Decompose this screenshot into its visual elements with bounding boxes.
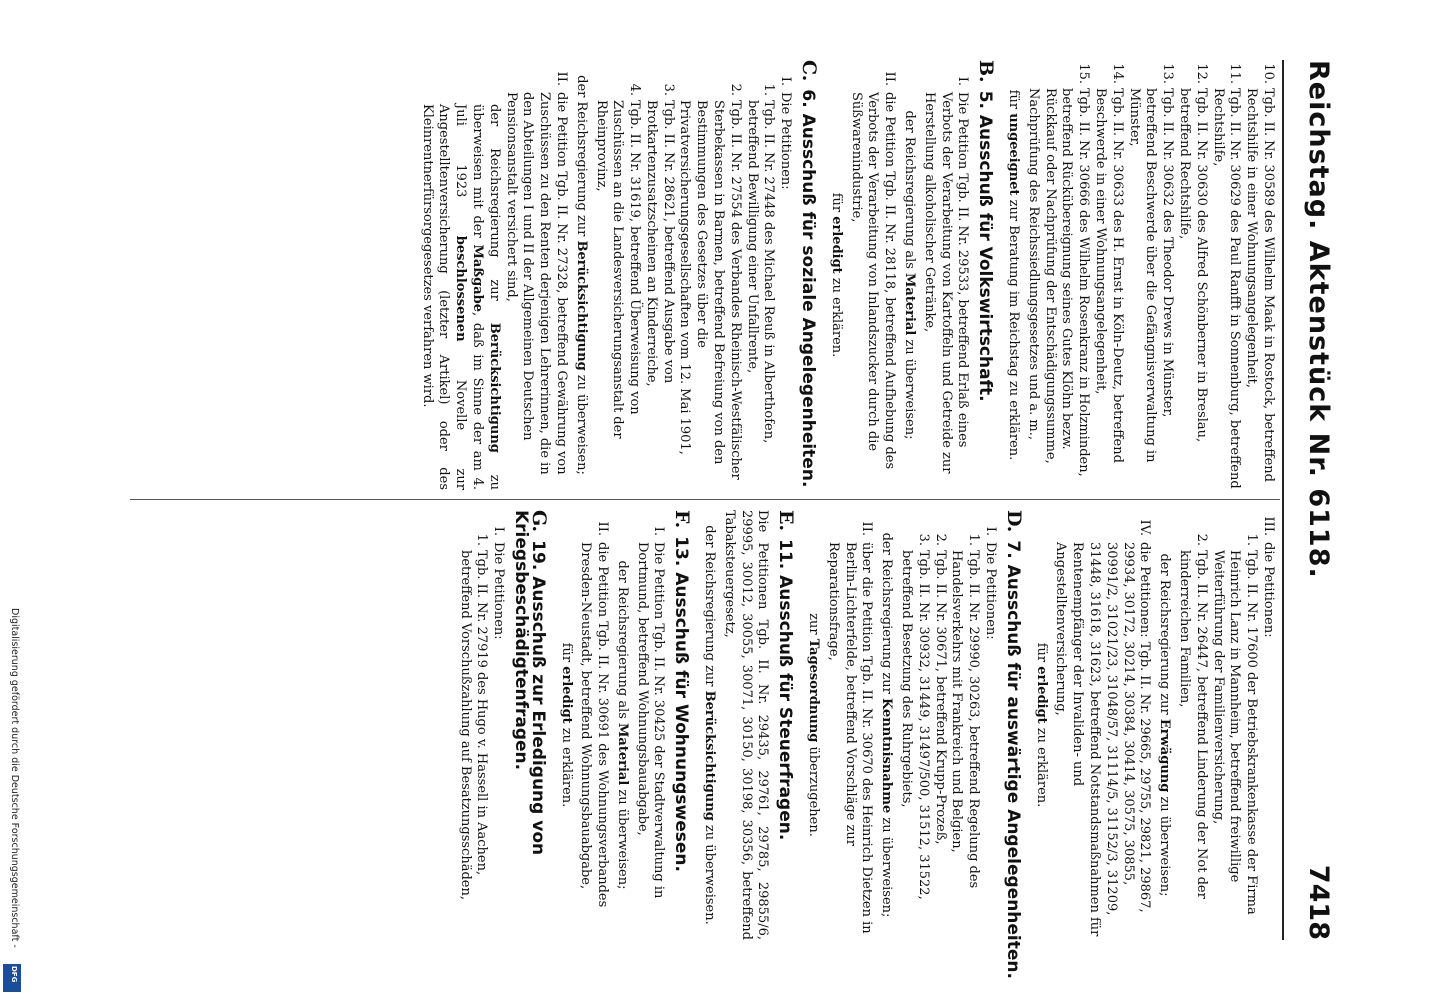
item-number: 15. [1076, 63, 1092, 84]
page-title: Reichstag. Aktenstück Nr. 6118. [1303, 60, 1334, 579]
item-number: 13. [1160, 63, 1176, 84]
petition-item: II. die Petition Tgb. II. Nr. 28118, betreffend Aufhebung des Verbots der Verarbeitung von Inlandszucker durch die Süßwarenindustrie, [848, 71, 898, 470]
petition-list [456, 510, 490, 940]
petition-list [897, 510, 981, 940]
petition-item [1125, 60, 1175, 490]
item-number: 2. [932, 533, 948, 546]
decision-note: der Reichsregierung zur Kenntnisnahme zu überweisen; [879, 532, 895, 918]
decision-agenda: zur Tagesordnung überzugehen. [806, 613, 822, 837]
petition-item [931, 522, 948, 940]
item-number: 10. [1261, 63, 1276, 84]
petition-text: Die Petitionen Tgb. II. Nr. 29435, 29761, 29785, 29855/6, 29995, 30012, 30055, 30071, 30150, 30198, 30356, betreffend Tabaksteuergesetz, [721, 510, 771, 940]
petition-item [642, 72, 676, 490]
petition-item [1175, 60, 1209, 490]
petition-intro: I. Die Petitionen: [778, 76, 794, 190]
item-text: Tgb. II. Nr. 30671, betreffend Krupp-Prozeß, [932, 550, 948, 845]
decision-done: für erledigt zu erklären. [1033, 642, 1049, 808]
section-f-heading: F.13. Ausschuß für Wohnungswesen. [671, 510, 694, 872]
item-number: 12. [1193, 63, 1209, 84]
item-text: Tgb. II. Nr. 27919 des Hugo v. Hassell in Aachen, betreffend Vorschußzahlung auf Besatzungsschäden, [457, 550, 490, 900]
petition-item: II. die Petition Tgb. II. Nr. 30691 des Wohnungsverbandes Dresden-Neustadt, betreffend Wohnungsbauabgabe, [578, 521, 611, 908]
digitization-note: Digitalisierung gefördert durch die Deutsche Forschungsgemeinschaft - [9, 608, 20, 948]
item-text: Tgb. II. Nr. 27554 des Verbandes Rheinisch-Westfälischer Sterbekassen in Barmen, betreffend Befreiung von den Bestimmungen des Gesetzes über die Privatversicherungsgesellschaften vom 12. Mai 1901, [677, 100, 743, 480]
petition-item: I. Die Petition Tgb. II. Nr. 29533, betreffend Erlaß eines Verbots der Verarbeitung von Kartoffeln und Getreide zur Herstellung alkoholischer Getränke, [921, 76, 971, 474]
item-number: 11. [1227, 63, 1243, 84]
item-number: 3. [660, 83, 676, 96]
petition-item [1242, 60, 1276, 490]
section-e-heading: E.11. Ausschuß für Steuerfragen. [775, 510, 798, 841]
dfg-logo: DFG [3, 964, 21, 992]
petition-item [948, 522, 982, 940]
decision-consideration: der Reichsregierung zur Berücksichtigung zu überweisen; [573, 75, 589, 475]
petition-intro: III. die Petitionen: [1261, 516, 1276, 638]
petition-list [1175, 510, 1259, 940]
petition-item [897, 522, 931, 940]
decision-consideration: der Reichsregierung zur Erwägung zu überweisen; [1157, 553, 1173, 897]
right-column [456, 510, 1276, 979]
item-text: Tgb. II. Nr. 30666 des Wilhelm Rosenkranz in Holzminden, betreffend Rückübereignung seines Gutes Klöhn bezw. Rückkauf oder Nachprüfung der Entschädigungssumme, Nachprüfung des Reichssiedlungsgesetzes und a. m., [1025, 88, 1092, 477]
page-number: 7418 [1303, 864, 1334, 940]
decision-unfit: für ungeeignet zur Beratung im Reichstag zu erklären. [1006, 89, 1022, 461]
petition-item [676, 72, 743, 490]
item-text: Tgb. II. Nr. 28621, betreffend Ausgabe von Brotkartenzusatzscheinen an Kinderreiche, [643, 100, 676, 387]
item-text: Tgb. II. Nr. 26447, betreffend Linderung der Not der kinderreichen Familien, [1177, 550, 1209, 899]
decision-done: für erledigt zu erklären. [828, 192, 844, 358]
item-text: Tgb. II. Nr. 30932, 31449, 31497/500, 31512, 31522, betreffend Besetzung des Ruhrgebiets, [899, 550, 931, 900]
item-number: 1. [966, 533, 982, 546]
page-header [1286, 60, 1342, 940]
item-text: Tgb. II. Nr. 30633 des H. Ernst in Köln-Deutz, betreffend Beschwerde in einer Wohnungsangelegenheit, [1093, 88, 1125, 463]
petition-intro: I. Die Petitionen: [983, 526, 999, 640]
item-text: Tgb. II. Nr. 29990, 30263, betreffend Regelung des Handelsverkehrs mit Frankreich und Belgien, [949, 550, 982, 889]
petition-item: II. die Petition Tgb. II. Nr. 27328, betreffend Gewährung von Zuschüssen zu den Renten derjenigen Lehrerinnen, die in den Abteilungen I und II der Allgemeinen Deutschen Pensionsanstalt versichert sind, [503, 71, 569, 475]
petition-item [1024, 60, 1091, 490]
section-c-heading: C.6. Ausschuß für soziale Angelegenheiten. [798, 60, 821, 488]
petition-item [1091, 60, 1125, 490]
decision-done: für erledigt zu erklären. [558, 642, 574, 808]
petition-list [1024, 60, 1276, 490]
item-number: 2. [727, 83, 743, 96]
item-number: 14. [1109, 63, 1125, 84]
item-text: Tgb. II. Nr. 30629 des Paul Ranfft in Sonnenburg, betreffend Rechtshilfe, [1210, 88, 1243, 489]
header-rule [1282, 60, 1284, 940]
petition-item [743, 72, 777, 490]
petition-item [1175, 522, 1209, 940]
decision-final: der Reichsregierung zur Berücksichtigung zu überweisen mit der Maßgabe, daß im Sinne der am 4. Juli 1923 beschlossenen Novelle zur Angestelltenversicherung (letzter Artikel) oder des Kleinrentnerfürsorgegesetzes verfahren wird. [419, 104, 502, 491]
item-text: Tgb. II. Nr. 17600 der Betriebskrankenkasse der Firma Heinrich Lanz in Mannheim, betreffend freiwillige Weiterführung der Familienversicherung, [1210, 550, 1260, 915]
item-number: 4. [627, 83, 643, 96]
petition-item: I. Die Petition Tgb. II. Nr. 30425 der Stadtverwaltung in Dortmund, betreffend Wohnungsbauabgabe, [634, 526, 667, 899]
item-number: 3. [915, 533, 931, 546]
item-text: Tgb. II. Nr. 30632 des Theodor Drews in Münster, betreffend Beschwerde über die Gefängnisverwaltung in Münster, [1126, 88, 1176, 463]
petition-list [592, 60, 777, 490]
section-d-heading: D.7. Ausschuß für auswärtige Angelegenheiten. [1002, 510, 1025, 979]
item-number: 1. [1244, 533, 1260, 546]
item-number: 2. [1193, 533, 1209, 546]
decision-material: der Reichsregierung als Material zu überweisen; [902, 110, 918, 440]
column-divider [130, 499, 1280, 500]
item-text: Tgb. II. Nr. 30589 des Wilhelm Maak in Rostock, betreffend Rechtshilfe in einer Wohnungsangelegenheit, [1244, 88, 1276, 482]
petition-item: IV. die Petitionen: Tgb. II. Nr. 29665, 29755, 29821, 29867, 29934, 30172, 30214, 30384, 30414, 30575, 30855, 30991/2, 31021/23, 31048/57, 31114/5, 31152/3, 31209, 31448, 31618, 31623, betreffend Notstandsmaßnahmen für Rentenempfänger der Invaliden- und Angestelltenversicherung, [1053, 519, 1153, 937]
section-g-heading: G.19. Ausschuß zur Erledigung von Kriegsbeschädigtenfragen. [510, 510, 550, 856]
petition-intro: I. Die Petitionen: [491, 526, 507, 640]
petition-item [1209, 522, 1259, 940]
item-number: 1. [761, 83, 777, 96]
rotated-page [100, 0, 1350, 1000]
petition-item [592, 72, 642, 490]
item-number: 1. [474, 533, 490, 546]
left-column [418, 60, 1276, 490]
petition-item [456, 522, 490, 940]
item-text: Tgb. II. Nr. 27448 des Michael Reuß in Alberthofen, betreffend Bewilligung einer Unfallrente, [744, 100, 777, 444]
petition-item: II. über die Petition Tgb. II. Nr. 30670 des Heinrich Dietzen in Berlin-Lichterfelde, betreffend Vorschläge zur Reparationsfrage, [825, 521, 875, 934]
item-text: Tgb. II. Nr. 31619, betreffend Überweisung von Zuschüssen an die Landesversicherungsanstalt der Rheinprovinz, [593, 100, 643, 439]
decision-material: der Reichsregierung als Material zu überweisen; [614, 560, 630, 890]
petition-item [1209, 60, 1243, 490]
item-text: Tgb. II. Nr. 30630 des Alfred Schönberner in Breslau, betreffend Rechtshilfe, [1177, 88, 1209, 443]
section-b-heading: B.5. Ausschuß für Volkswirtschaft. [975, 60, 998, 402]
decision-consideration: der Reichsregierung zur Berücksichtigung zu überweisen. [702, 525, 718, 925]
